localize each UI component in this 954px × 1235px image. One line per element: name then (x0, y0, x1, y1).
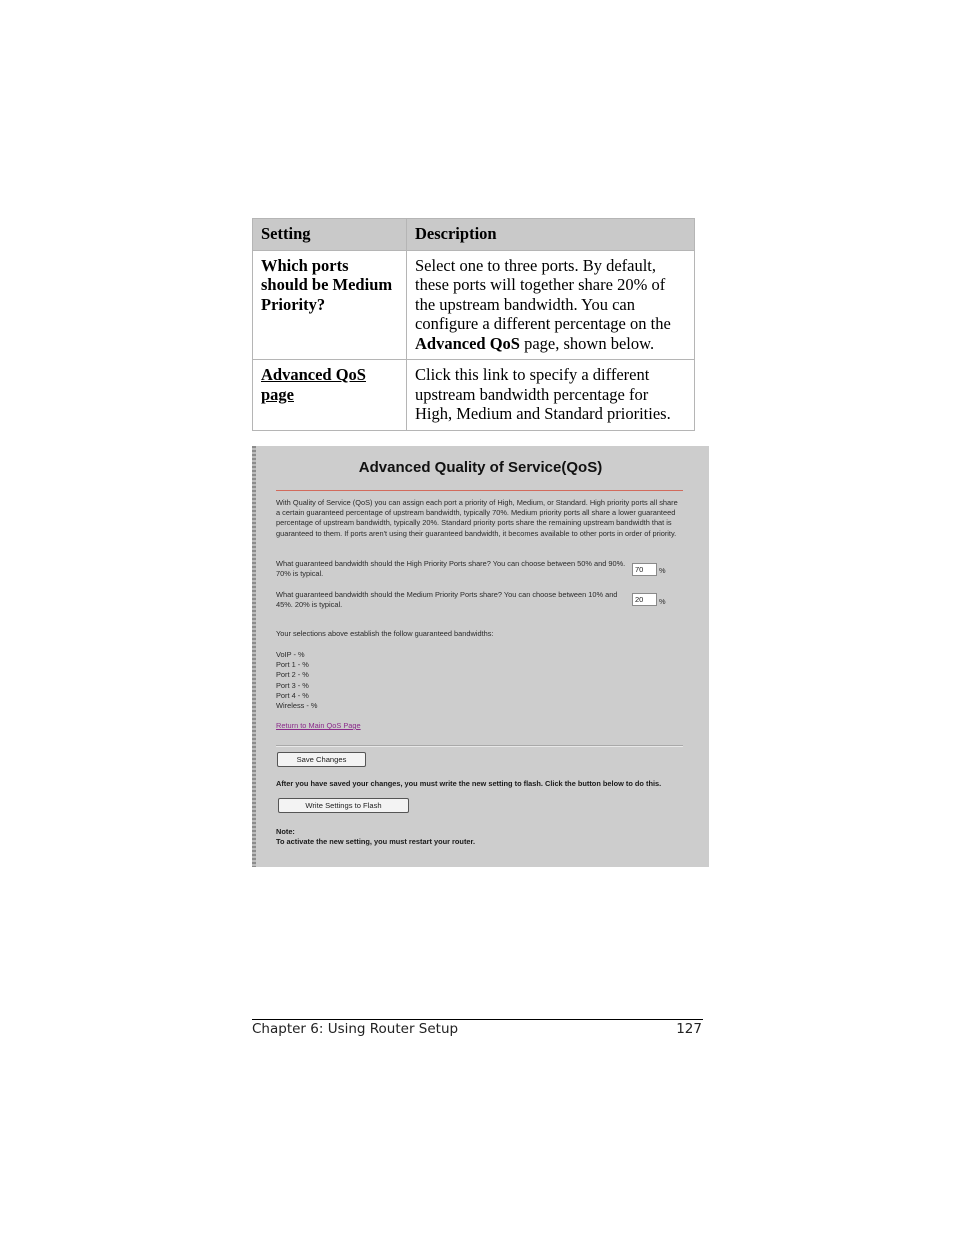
write-settings-to-flash-button[interactable]: Write Settings to Flash (278, 798, 409, 813)
bandwidth-list (276, 650, 317, 711)
title-divider (276, 490, 683, 491)
medium-priority-question: What guaranteed bandwidth should the Medium Priority Ports share? You can choose between 10% and 45%. 20% is typical. (276, 590, 618, 610)
table-row (253, 250, 695, 360)
high-priority-input[interactable] (632, 563, 657, 576)
advanced-qos-link[interactable]: Advanced QoS page (261, 365, 366, 404)
high-priority-question: What guaranteed bandwidth should the High Priority Ports share? You can choose between 50% and 90%. 70% is typical. (276, 559, 626, 579)
column-header-description: Description (407, 219, 695, 251)
note-text: To activate the new setting, you must restart your router. (276, 837, 476, 846)
description-text: Select one to three ports. By default, these ports will together share 20% of the upstream bandwidth. You can configure a different percentage on the (415, 255, 671, 333)
settings-table (252, 218, 695, 431)
list-item: Port 1 - % (276, 660, 309, 670)
medium-priority-input[interactable] (632, 593, 657, 606)
table-row (253, 360, 695, 431)
high-percent-unit: % (659, 566, 666, 575)
qos-page-title: Advanced Quality of Service(QoS) (358, 459, 603, 476)
chapter-title: Chapter 6: Using Router Setup (252, 1021, 459, 1037)
list-item: VoIP - % (276, 650, 305, 659)
list-item: Port 4 - % (276, 690, 309, 700)
footer-divider (252, 1019, 703, 1020)
flash-note-text: After you have saved your changes, you must write the new setting to flash. Click the button below to do this. (276, 779, 662, 788)
panel-left-edge (252, 446, 256, 867)
list-item: Wireless - % (276, 701, 318, 711)
return-to-main-qos-link[interactable]: Return to Main QoS Page (276, 721, 361, 730)
section-divider (276, 745, 683, 747)
setting-medium-priority: Which ports should be Medium Priority? (253, 250, 407, 360)
table-header-row (253, 219, 695, 251)
note-heading: Note: (276, 827, 295, 836)
list-item: Port 3 - % (276, 680, 309, 690)
medium-percent-unit: % (659, 597, 666, 606)
save-changes-button[interactable]: Save Changes (277, 752, 366, 767)
qos-screenshot-panel (252, 446, 709, 867)
list-item: Port 2 - % (276, 670, 309, 680)
setting-advanced-qos (253, 360, 407, 431)
description-advanced-qos: Click this link to specify a different upstream bandwidth percentage for High, Medium and Standard priorities. (407, 360, 695, 431)
description-bold-term: Advanced QoS (415, 333, 520, 353)
description-text-end: page, shown below. (519, 333, 655, 353)
qos-intro-text: With Quality of Service (QoS) you can assign each port a priority of High, Medium, or Standard. High priority ports all share a certain guaranteed percentage of upstream bandwidth, typically 70%. Medium priority ports all share a lower guaranteed percentage of upstream bandwidth, typically 20%. Standard priority ports share the remaining upstream bandwidth that is guaranteed to them. If ports aren't using their guaranteed bandwidth, it becomes available to other ports in order of priority. (276, 498, 678, 538)
page-number: 127 (676, 1021, 702, 1037)
column-header-setting: Setting (253, 219, 407, 251)
selections-text: Your selections above establish the follow guaranteed bandwidths: (276, 629, 494, 638)
description-medium-priority (407, 250, 695, 360)
